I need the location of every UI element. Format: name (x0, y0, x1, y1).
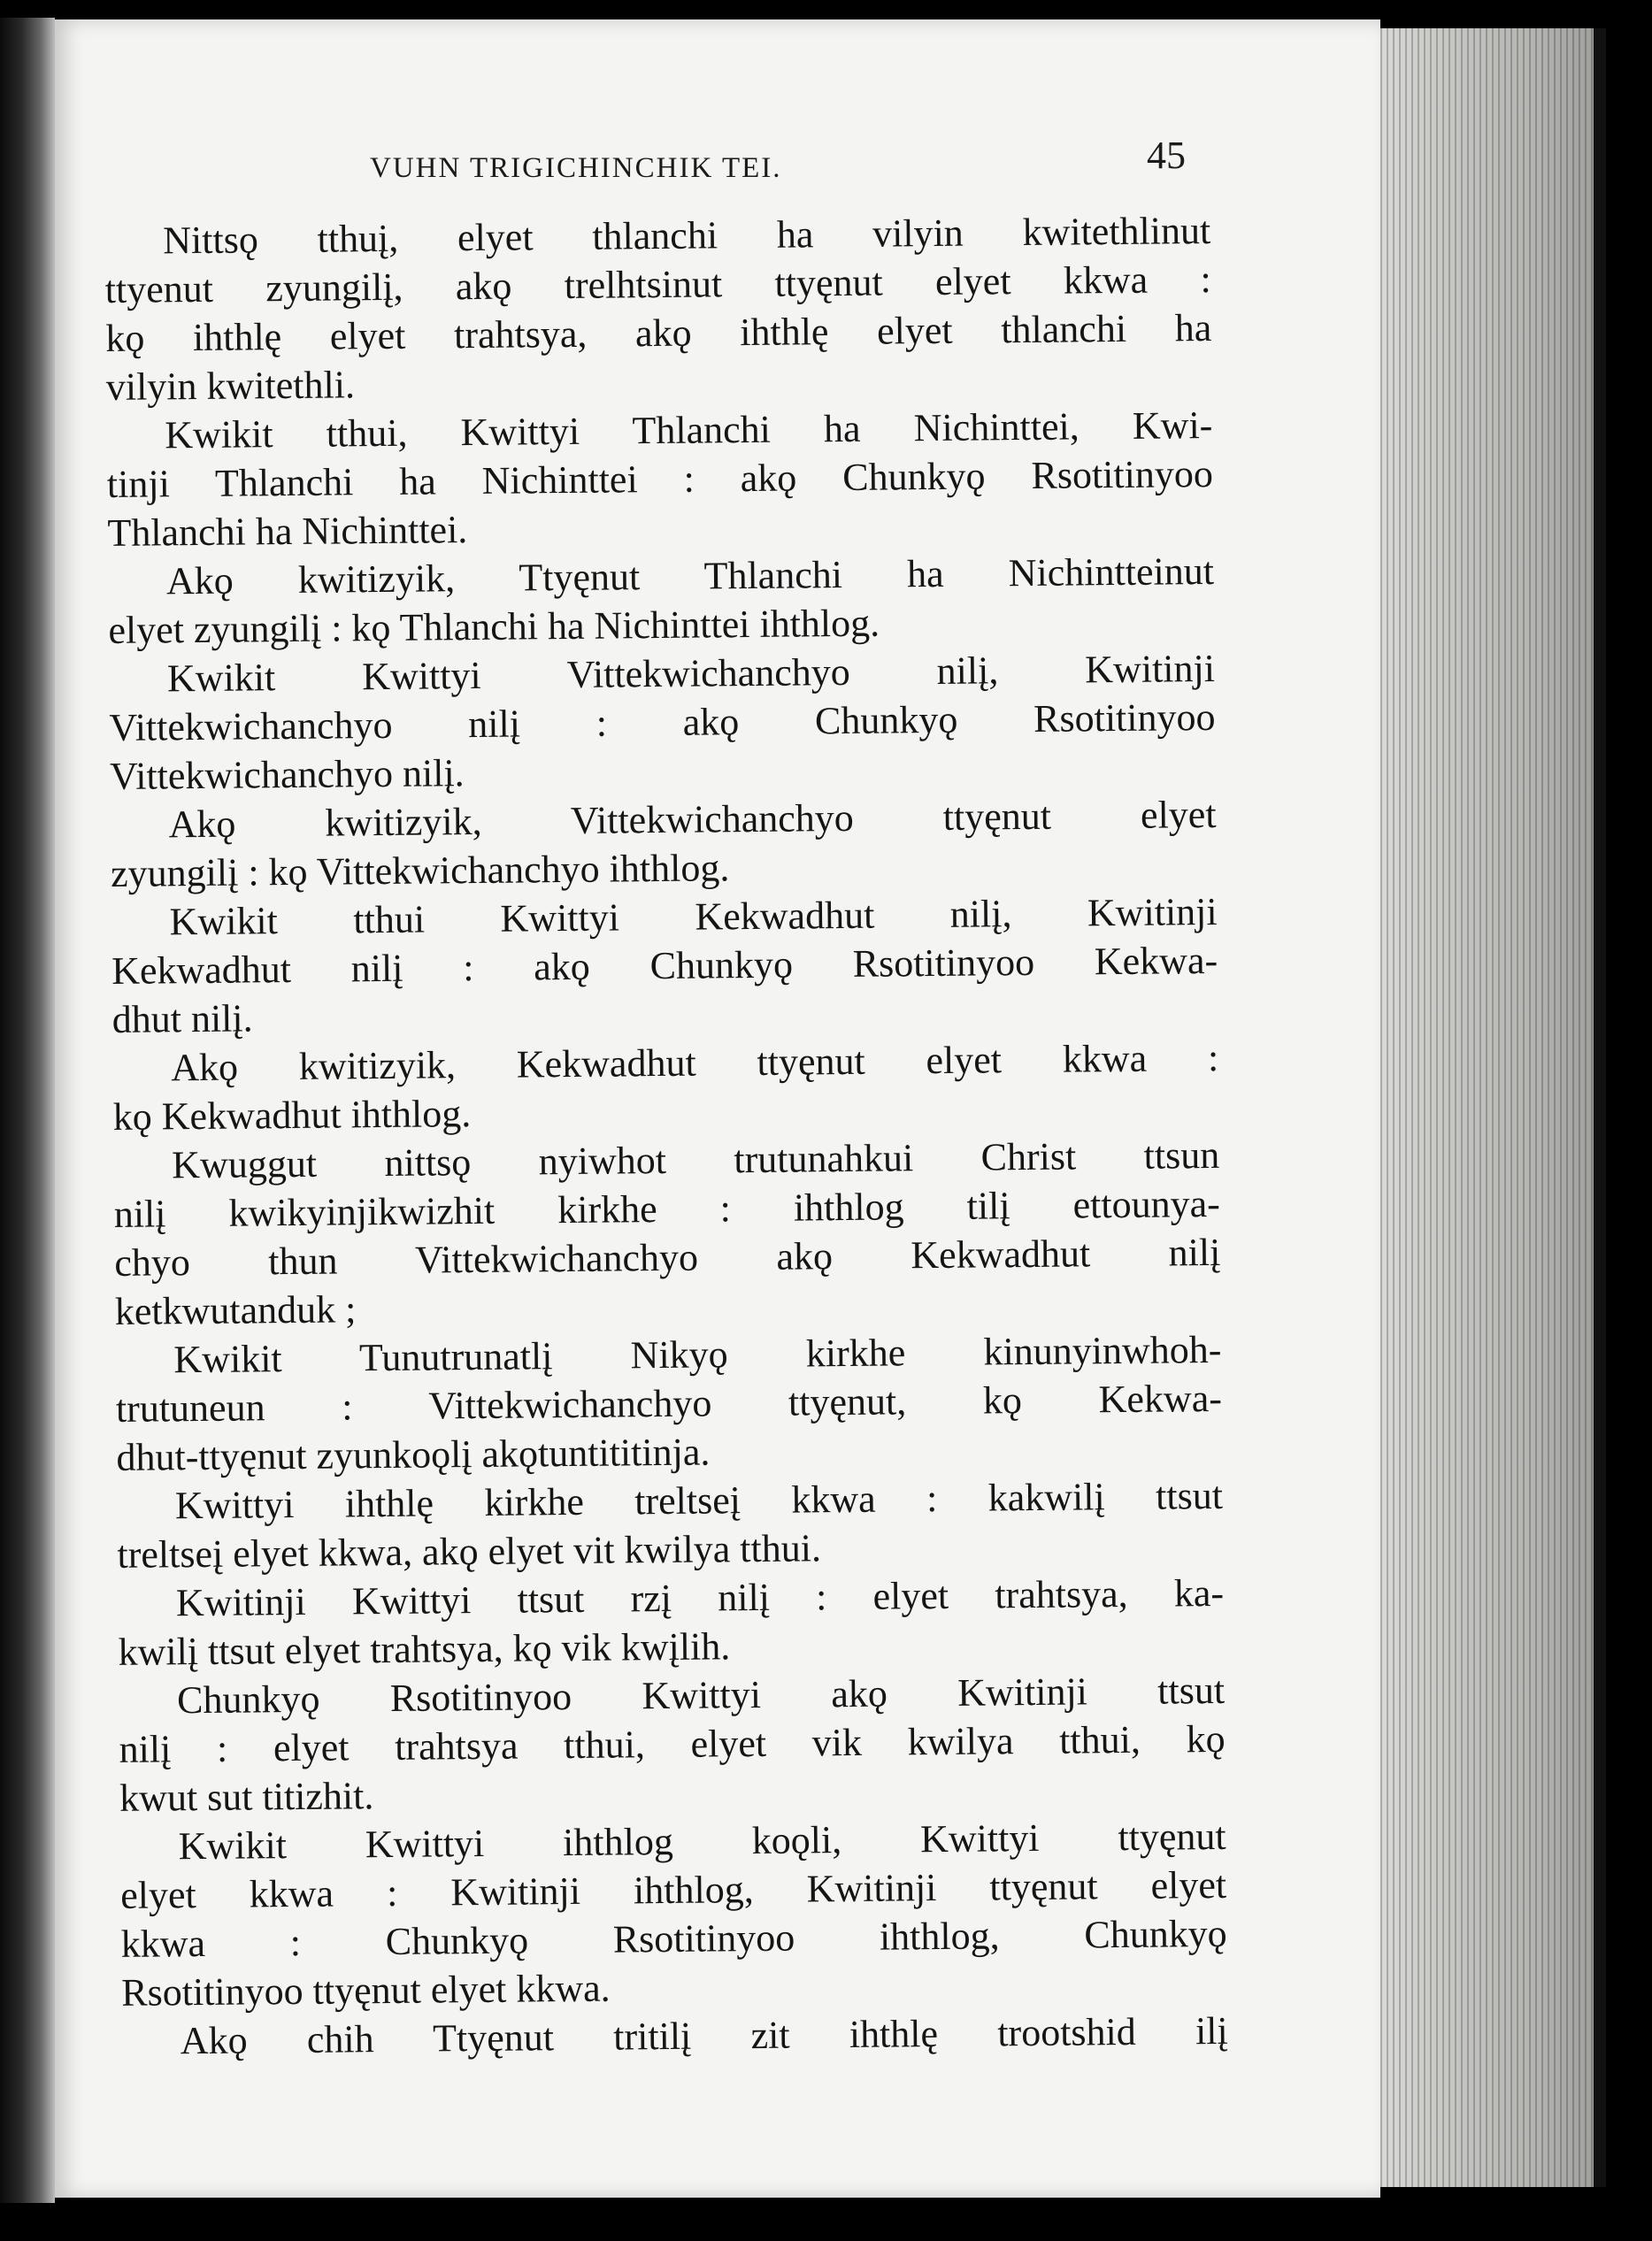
text-line: Kekwadhut nilį : akǫ Chunkyǫ Rsotitinyoo Kekwa- (111, 938, 1218, 993)
text-line: Akǫ kwitizyik, Kekwadhut ttyęnut elyet kkwa : (171, 1035, 1219, 1090)
text-line: Kwittyi ihthlę kirkhe treltseį kkwa : kakwilį ttsut (174, 1473, 1224, 1528)
text-line: treltseį elyet kkwa, akǫ elyet vit kwilya tthui. (117, 1526, 822, 1577)
text-line: trutuneun : Vittekwichanchyo ttyęnut, kǫ Kekwa- (115, 1376, 1223, 1431)
text-line: kkwa : Chunkyǫ Rsotitinyoo ihthlog, Chunkyǫ (120, 1911, 1227, 1966)
text-line: Kwitinji Kwittyi ttsut rzį nilį : elyet trahtsya, ka- (175, 1570, 1225, 1625)
text-line: kwut sut titizhit. (119, 1774, 374, 1820)
text-line: Kwikit tthui Kwittyi Kekwadhut nilį, Kwitinji (169, 889, 1218, 944)
text-line: Vittekwichanchyo nilį. (109, 751, 465, 798)
text-line: Nittsǫ tthuį, elyet thlanchi ha vilyin kwitethlinut (163, 209, 1211, 263)
text-line: Kwikit Kwittyi Vittekwichanchyo nilį, Kwitinji (166, 646, 1216, 701)
text-line: nilį kwikyinjikwizhit kirkhe : ihthlog tilį ettounya- (113, 1181, 1221, 1236)
text-line: elyet kkwa : Kwitinji ihthlog, Kwitinji ttyęnut elyet (119, 1862, 1227, 1917)
text-line: ketkwutanduk ; (114, 1287, 357, 1333)
text-line: dhut nilį. (111, 996, 253, 1041)
text-line: Kwikit tthui, Kwittyi Thlanchi ha Nichinttei, Kwi- (165, 403, 1213, 457)
text-line: dhut-ttyęnut zyunkoǫlį akǫtuntititinja. (116, 1430, 711, 1479)
text-line: kǫ ihthlę elyet trahtsya, akǫ ihthlę elyet thlanchi ha (105, 305, 1212, 360)
page-number: 45 (1147, 134, 1186, 177)
text-line: Kwikit Tunutrunatlį Nikyǫ kirkhe kinunyinwhoh- (173, 1327, 1222, 1382)
text-line: Akǫ kwitizyik, Ttyęnut Thlanchi ha Nichintteinut (165, 549, 1215, 603)
text-line: Akǫ chih Ttyęnut tritilį zit ihthlę trootshid ilį (180, 2008, 1228, 2063)
text-line: ttyenut zyungilį, akǫ trelhtsinut ttyęnut elyet kkwa : (104, 257, 1211, 311)
text-line: Vittekwichanchyo nilį : akǫ Chunkyǫ Rsotitinyoo (109, 695, 1216, 749)
text-line: Kwikit Kwittyi ihthlog koǫli, Kwittyi ttyęnut (178, 1814, 1226, 1869)
binding-edge (0, 18, 55, 2203)
text-line: Rsotitinyoo ttyęnut elyet kkwa. (121, 1966, 611, 2015)
text-line: Chunkyǫ Rsotitinyoo Kwittyi akǫ Kwitinji ttsut (176, 1668, 1226, 1723)
text-line: Akǫ kwitizyik, Vittekwichanchyo ttyęnut elyet (168, 792, 1217, 847)
text-line: elyet zyungilį : kǫ Thlanchi ha Nichinttei ihthlog. (108, 601, 880, 652)
body-text (104, 206, 1228, 2066)
text-line: kwilį ttsut elyet trahtsya, kǫ vik kwįlih. (118, 1624, 731, 1674)
text-line: zyungilį : kǫ Vittekwichanchyo ihthlog. (110, 846, 730, 895)
text-line: chyo thun Vittekwichanchyo akǫ Kekwadhut nilį (114, 1230, 1221, 1285)
text-line: Kwuggut nittsǫ nyiwhot trutunahkui Christ ttsun (172, 1132, 1220, 1187)
text-line: nilį : elyet trahtsya tthui, elyet vik kwilya tthui, kǫ (119, 1716, 1226, 1771)
running-title: VUHN TRIGICHINCHIK TEI. (370, 152, 782, 184)
text-line: vilyin kwitethli. (105, 363, 356, 409)
text-line: kǫ Kekwadhut ihthlog. (112, 1092, 472, 1139)
text-line: Thlanchi ha Nichinttei. (107, 508, 468, 555)
page-fore-edge (1380, 28, 1606, 2187)
text-line: tinji Thlanchi ha Nichinttei : akǫ Chunkyǫ Rsotitinyoo (106, 451, 1214, 506)
